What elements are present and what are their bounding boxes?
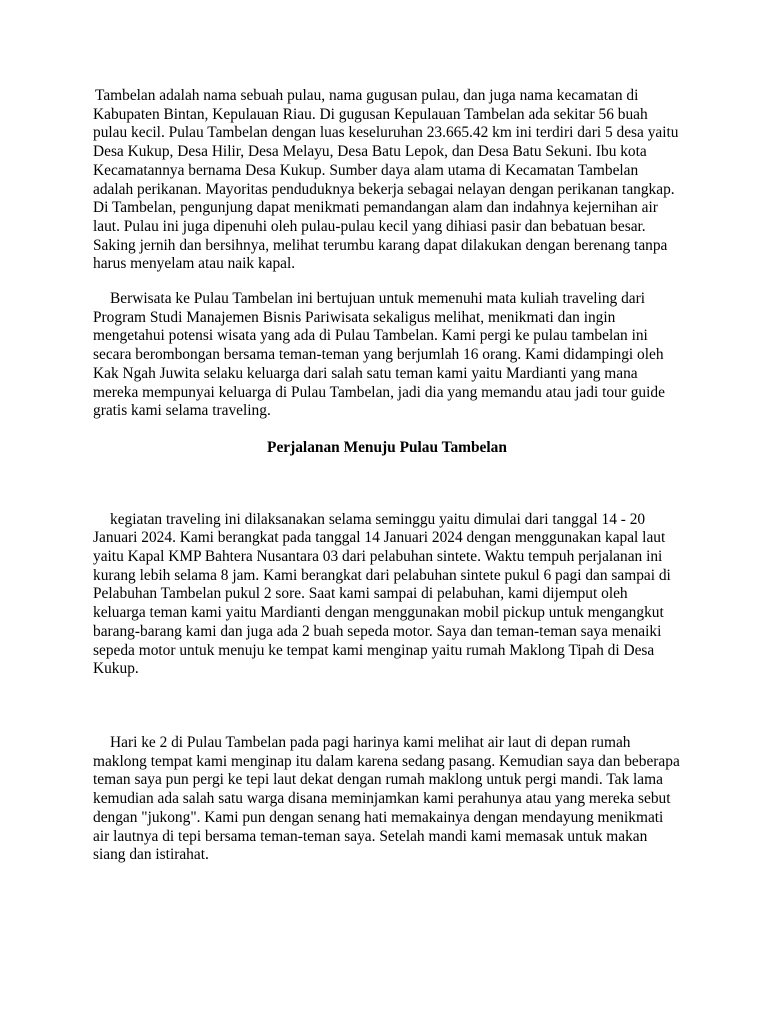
section-heading: Perjalanan Menuju Pulau Tambelan xyxy=(267,438,507,456)
paragraph-intro: Tambelan adalah nama sebuah pulau, nama gugusan pulau, dan juga nama kecamatan di Kabupaten Bintan, Kepulauan Riau. Di gugusan Kepulauan Tambelan ada sekitar 56 buah pulau kecil. Pulau Tambelan dengan luas keseluruhan 23.665.42 km ini terdiri dari 5 desa yaitu Desa Kukup, Desa Hilir, Desa Melayu, Desa Batu Lepok, dan Desa Batu Sekuni. Ibu kota Kecamatannya bernama Desa Kukup. Sumber daya alam utama di Kecamatan Tambelan adalah perikanan. Mayoritas penduduknya bekerja sebagai nelayan dengan perikanan tangkap. Di Tambelan, pengunjung dapat menikmati pemandangan alam dan indahnya kejernihan air laut. Pulau ini juga dipenuhi oleh pulau-pulau kecil yang dihiasi pasir dan bebatuan besar. Saking jernih dan bersihnya, melihat terumbu karang dapat dilakukan dengan berenang tanpa harus menyelam atau naik kapal. xyxy=(93,87,679,273)
paragraph-journey: kegiatan traveling ini dilaksanakan selama seminggu yaitu dimulai dari tanggal 14 - 20 Januari 2024. Kami berangkat pada tanggal 14 Januari 2024 dengan menggunakan kapal laut yaitu Kapal KMP Bahtera Nusantara 03 dari pelabuhan sintete. Waktu tempuh perjalanan ini kurang lebih selama 8 jam. Kami berangkat dari pelabuhan sintete pukul 6 pagi dan sampai di Pelabuhan Tambelan pukul 2 sore. Saat kami sampai di pelabuhan, kami dijemput oleh keluarga teman kami yaitu Mardianti dengan menggunakan mobil pickup untuk mengangkut barang-barang kami dan juga ada 2 buah sepeda motor. Saya dan teman-teman saya menaiki sepeda motor untuk menuju ke tempat kami menginap yaitu rumah Maklong Tipah di Desa Kukup. xyxy=(93,510,671,678)
paragraph-purpose: Berwisata ke Pulau Tambelan ini bertujuan untuk memenuhi mata kuliah traveling dari Program Studi Manajemen Bisnis Pariwisata sekaligus melihat, menikmati dan ingin mengetahui potensi wisata yang ada di Pulau Tambelan. Kami pergi ke pulau tambelan ini secara berombongan bersama teman-teman yang berjumlah 16 orang. Kami didampingi oleh Kak Ngah Juwita selaku keluarga dari salah satu teman kami yaitu Mardianti yang mana mereka mempunyai keluarga di Pulau Tambelan, jadi dia yang memandu atau jadi tour guide gratis kami selama traveling. xyxy=(93,290,665,420)
document-body xyxy=(93,87,681,865)
paragraph-day-two: Hari ke 2 di Pulau Tambelan pada pagi harinya kami melihat air laut di depan rumah maklong tempat kami menginap itu dalam karena sedang pasang. Kemudian saya dan beberapa teman saya pun pergi ke tepi laut dekat dengan rumah maklong untuk pergi mandi. Tak lama kemudian ada salah satu warga disana meminjamkan kami perahunya atau yang mereka sebut dengan "jukong". Kami pun dengan senang hati memakainya dengan mendayung menikmati air lautnya di tepi bersama teman-teman saya. Setelah mandi kami memasak untuk makan siang dan istirahat. xyxy=(93,733,680,864)
